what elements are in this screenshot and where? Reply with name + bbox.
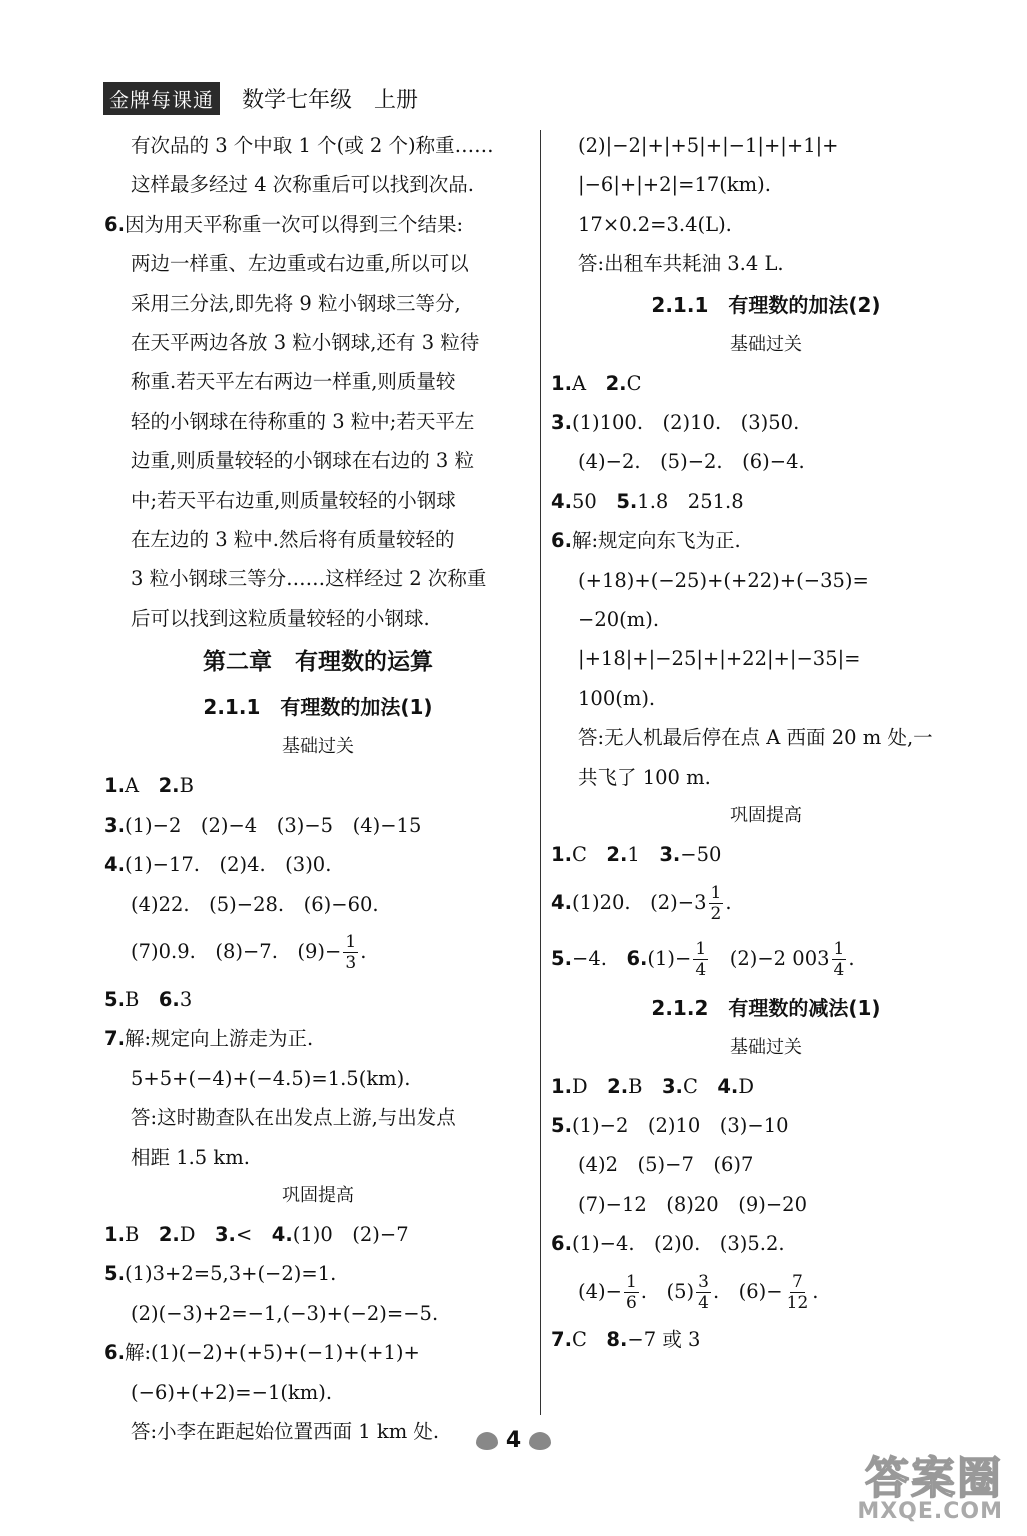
- answer-text: 相距 1.5 km.: [131, 1145, 250, 1169]
- fraction: [624, 1272, 639, 1313]
- fraction-numerator: 1: [625, 1271, 637, 1292]
- answer-text: (1)−4. (2)0. (3)5.2.: [571, 1232, 785, 1256]
- answer-text: |+18|+|−25|+|+22|+|−35|=: [578, 647, 861, 671]
- item-number: 6.: [551, 529, 572, 553]
- answer-text: (2)−2 003: [710, 946, 830, 970]
- text-line: 这样最多经过 4 次称重后可以找到次品.: [131, 173, 475, 197]
- page-header: [103, 82, 418, 115]
- answer-text: 1: [627, 843, 660, 867]
- fraction-numerator: 1: [833, 938, 845, 959]
- item-number: 5.: [551, 1113, 572, 1137]
- answer-text: B: [628, 1074, 662, 1098]
- answer-text: B: [124, 1222, 159, 1246]
- text-line: 采用三分法,即先将 9 粒小钢球三等分,: [131, 291, 461, 315]
- answer-text: 17×0.2=3.4(L).: [578, 212, 732, 236]
- answer-text: (1)20. (2)−3: [571, 890, 707, 914]
- fraction: [785, 1272, 811, 1313]
- item-number: 2.: [605, 371, 627, 395]
- item-number: 5.: [104, 1262, 125, 1286]
- text-line: 因为用天平称重一次可以得到三个结果:: [124, 212, 464, 236]
- item-number: 3.: [551, 411, 572, 435]
- answer-text: (1)100. (2)10. (3)50.: [571, 411, 800, 435]
- section-title: 2.1.1 有理数的加法(1): [203, 695, 433, 720]
- answer-text: 答:这时勘查队在出发点上游,与出发点: [131, 1106, 456, 1130]
- answer-text: (−6)+(+2)=−1(km).: [131, 1380, 333, 1404]
- item-number: 4.: [551, 489, 572, 513]
- text-line: 在左边的 3 粒中.然后将有质量较轻的: [131, 528, 455, 552]
- answer-text: .: [848, 946, 855, 970]
- answer-text: 答:无人机最后停在点 A 西面 20 m 处,一: [578, 726, 933, 750]
- text-line: 轻的小钢球在待称重的 3 粒中;若天平左: [131, 409, 475, 433]
- watermark-url: MXQE.COM: [857, 1499, 1003, 1524]
- answer-text: (2)(−3)+2=−1,(−3)+(−2)=−5.: [131, 1301, 439, 1325]
- answer-text: −7 或 3: [627, 1327, 701, 1351]
- fraction-numerator: 3: [698, 1271, 709, 1292]
- answer-text: (7)−12 (8)20 (9)−20: [578, 1192, 807, 1216]
- column-divider: [540, 130, 541, 1415]
- subsection-title: 巩固提高: [730, 805, 802, 827]
- answer-text: . (6)−: [712, 1279, 783, 1303]
- text-line: 3 粒小钢球三等分……这样经过 2 次称重: [131, 567, 487, 591]
- answer-text: <: [235, 1222, 272, 1246]
- fraction: [696, 1272, 711, 1313]
- answer-text: .: [812, 1279, 819, 1303]
- chapter-title: 第二章 有理数的运算: [203, 649, 433, 676]
- item-number: 5.: [104, 987, 125, 1011]
- fraction-numerator: 1: [345, 931, 357, 952]
- left-column: [104, 126, 532, 1451]
- answer-text: (7)0.9. (8)−7. (9)−: [131, 939, 342, 963]
- item-number: 6.: [551, 1232, 572, 1256]
- answer-text: 解:规定向上游走为正.: [124, 1027, 314, 1051]
- text-line: 称重.若天平左右两边一样重,则质量较: [131, 370, 456, 394]
- section-title: 2.1.2 有理数的减法(1): [651, 995, 881, 1020]
- text-line: 后可以找到这粒质量较轻的小钢球.: [131, 606, 430, 630]
- answer-text: 解:(1)(−2)+(+5)+(−1)+(+1)+: [124, 1341, 420, 1365]
- answer-text: −4.: [571, 946, 627, 970]
- answer-text: A: [124, 774, 159, 798]
- item-number: 5.: [551, 946, 572, 970]
- answer-text: (4)22. (5)−28. (6)−60.: [131, 892, 379, 916]
- text-line: 中;若天平右边重,则质量较轻的小钢球: [131, 488, 456, 512]
- answer-text: (4)−2. (5)−2. (6)−4.: [578, 450, 805, 474]
- right-column: [551, 126, 981, 1359]
- fraction-denominator: 4: [698, 1292, 709, 1313]
- answer-text: 解:规定向东飞为正.: [571, 529, 741, 553]
- item-number: 2.: [158, 1222, 180, 1246]
- item-number: 5.: [616, 489, 638, 513]
- answer-text: −50: [680, 843, 722, 867]
- answer-text: 1.8 251.8: [637, 489, 744, 513]
- item-number: 1.: [551, 371, 572, 395]
- answer-text: 答:出租车共耗油 3.4 L.: [578, 252, 784, 276]
- item-number: 3.: [661, 1074, 683, 1098]
- answer-text: 5+5+(−4)+(−4.5)=1.5(km).: [131, 1066, 411, 1090]
- subsection-title: 基础过关: [730, 333, 802, 355]
- item-number: 3.: [659, 843, 681, 867]
- fraction-denominator: 4: [695, 959, 707, 980]
- item-number: 6.: [104, 212, 125, 236]
- fraction-numerator: 1: [710, 882, 722, 903]
- fraction-numerator: 7: [792, 1271, 803, 1292]
- answer-text: (4)−: [578, 1279, 622, 1303]
- answer-text: . (5): [640, 1279, 695, 1303]
- answer-text: D: [571, 1074, 608, 1098]
- item-number: 4.: [271, 1222, 293, 1246]
- text-line: 在天平两边各放 3 粒小钢球,还有 3 粒待: [131, 331, 480, 355]
- watermark: [843, 1442, 1013, 1524]
- item-number: 2.: [606, 843, 628, 867]
- leaf-icon: [529, 1432, 551, 1450]
- fraction-numerator: 1: [695, 938, 707, 959]
- item-number: 1.: [104, 774, 125, 798]
- answer-text: 答:小李在距起始位置西面 1 km 处.: [131, 1419, 440, 1443]
- fraction: [693, 939, 708, 980]
- item-number: 8.: [606, 1327, 628, 1351]
- item-number: 4.: [104, 853, 125, 877]
- text-line: 两边一样重、左边重或右边重,所以可以: [131, 252, 469, 276]
- item-number: 2.: [607, 1074, 629, 1098]
- answer-text: C: [571, 1327, 607, 1351]
- item-number: 4.: [551, 890, 572, 914]
- subsection-title: 基础过关: [730, 1036, 802, 1058]
- answer-text: C: [626, 371, 642, 395]
- answer-text: C: [571, 843, 607, 867]
- subsection-title: 巩固提高: [282, 1184, 354, 1206]
- subject-label: 数学七年级 上册: [242, 88, 419, 113]
- answer-text: (2)|−2|+|+5|+|−1|+|+1|+: [578, 134, 839, 157]
- answer-text: B: [124, 987, 159, 1011]
- answer-text: .: [725, 890, 732, 914]
- fraction-denominator: 3: [345, 952, 357, 973]
- answer-text: D: [179, 1222, 215, 1246]
- page-number: 4: [505, 1428, 522, 1453]
- answer-text: (1)−17. (2)4. (3)0.: [124, 853, 332, 877]
- item-number: 4.: [717, 1074, 739, 1098]
- item-number: 1.: [551, 843, 572, 867]
- answer-text: (+18)+(−25)+(+22)+(−35)=: [578, 568, 869, 592]
- brand-label: 金牌每课通: [103, 82, 220, 115]
- text-line: 边重,则质量较轻的小钢球在右边的 3 粒: [131, 449, 475, 473]
- answer-text: D: [738, 1074, 754, 1098]
- answer-text: (1)0 (2)−7: [292, 1222, 409, 1246]
- item-number: 1.: [551, 1074, 572, 1098]
- answer-text: 3: [179, 987, 193, 1011]
- fraction-denominator: 4: [833, 959, 845, 980]
- answer-text: (1)−: [647, 946, 692, 970]
- subsection-title: 基础过关: [282, 736, 354, 758]
- item-number: 7.: [104, 1027, 125, 1051]
- section-title: 2.1.1 有理数的加法(2): [651, 292, 881, 317]
- watermark-text: 答案圈: [865, 1453, 1003, 1504]
- item-number: 6.: [104, 1341, 125, 1365]
- fraction-denominator: 6: [625, 1292, 637, 1313]
- item-number: 6.: [158, 987, 180, 1011]
- fraction: [343, 932, 358, 973]
- answer-text: 100(m).: [578, 686, 656, 710]
- leaf-icon: [476, 1432, 498, 1450]
- fraction-denominator: 12: [786, 1292, 809, 1313]
- answer-text: (1)−2 (2)−4 (3)−5 (4)−15: [124, 813, 422, 837]
- text-line: 有次品的 3 个中取 1 个(或 2 个)称重……: [131, 134, 494, 157]
- item-number: 1.: [104, 1222, 125, 1246]
- answer-text: −20(m).: [578, 608, 660, 632]
- answer-text: (1)−2 (2)10 (3)−10: [571, 1113, 789, 1137]
- answer-text: (4)2 (5)−7 (6)7: [578, 1153, 754, 1177]
- item-number: 7.: [551, 1327, 572, 1351]
- answer-text: .: [360, 939, 367, 963]
- answer-text: 共飞了 100 m.: [578, 765, 711, 789]
- item-number: 6.: [626, 946, 648, 970]
- fraction: [709, 883, 724, 924]
- answer-text: C: [682, 1074, 718, 1098]
- answer-text: |−6|+|+2|=17(km).: [578, 173, 771, 197]
- answer-text: (1)3+2=5,3+(−2)=1.: [124, 1262, 337, 1286]
- fraction-denominator: 2: [710, 903, 722, 924]
- answer-text: 50: [571, 489, 617, 513]
- item-number: 3.: [214, 1222, 236, 1246]
- answer-text: B: [179, 774, 194, 798]
- item-number: 2.: [158, 774, 180, 798]
- item-number: 3.: [104, 813, 125, 837]
- answer-text: A: [571, 371, 606, 395]
- fraction: [832, 939, 847, 980]
